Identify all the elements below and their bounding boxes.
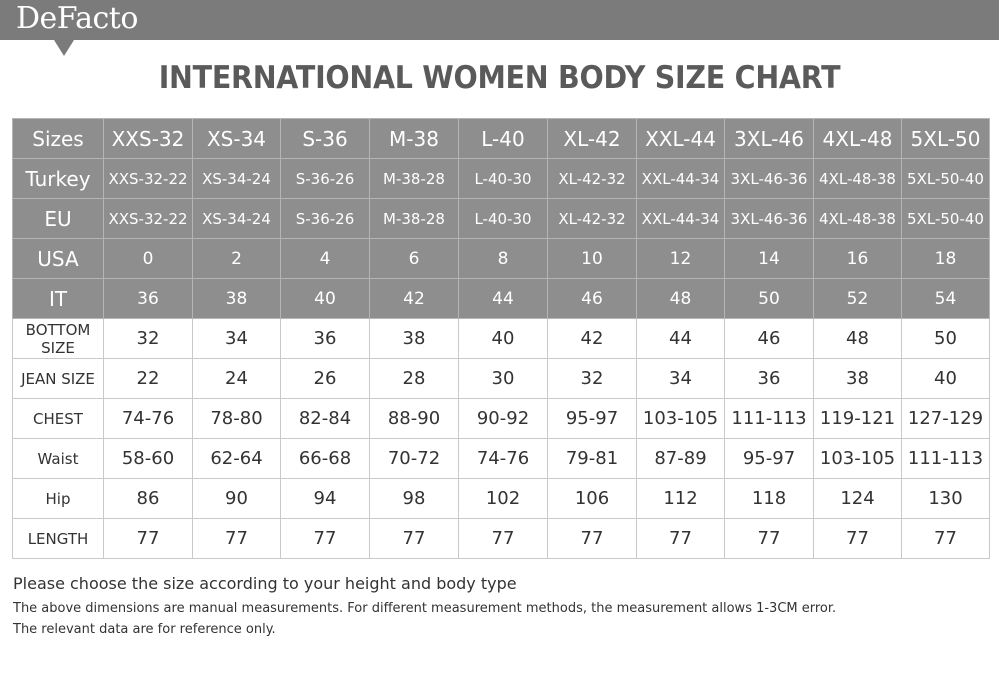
size-header-cell: XXS-32 — [104, 119, 193, 159]
table-cell: 3XL-46-36 — [725, 199, 814, 239]
table-cell: 77 — [193, 519, 281, 559]
table-cell: 38 — [193, 279, 281, 319]
table-cell: 112 — [637, 479, 725, 519]
table-cell: 5XL-50-40 — [902, 199, 990, 239]
table-cell: 95-97 — [548, 399, 637, 439]
header-notch — [54, 40, 74, 56]
row-label: Turkey — [13, 159, 104, 199]
table-cell: 32 — [104, 319, 193, 359]
table-cell: 118 — [725, 479, 814, 519]
table-cell: 127-129 — [902, 399, 990, 439]
table-cell: 4 — [281, 239, 370, 279]
table-cell: 77 — [814, 519, 902, 559]
table-cell: 77 — [370, 519, 459, 559]
table-cell: 94 — [281, 479, 370, 519]
size-header-cell: XS-34 — [193, 119, 281, 159]
table-cell: 77 — [637, 519, 725, 559]
size-header-cell: S-36 — [281, 119, 370, 159]
table-cell: 4XL-48-38 — [814, 199, 902, 239]
table-cell: 34 — [193, 319, 281, 359]
brand-logo: DeFacto — [16, 1, 138, 36]
table-cell: 54 — [902, 279, 990, 319]
table-cell: 50 — [725, 279, 814, 319]
table-cell: 44 — [637, 319, 725, 359]
table-cell: 46 — [548, 279, 637, 319]
row-label: Waist — [13, 439, 104, 479]
table-cell: 36 — [104, 279, 193, 319]
table-cell: 34 — [637, 359, 725, 399]
table-cell: XS-34-24 — [193, 159, 281, 199]
row-label: IT — [13, 279, 104, 319]
row-label: LENGTH — [13, 519, 104, 559]
table-cell: 36 — [725, 359, 814, 399]
size-header-cell: XXL-44 — [637, 119, 725, 159]
row-label: Sizes — [13, 119, 104, 159]
row-label: EU — [13, 199, 104, 239]
size-advice-note: Please choose the size according to your height and body type — [13, 574, 517, 593]
table-cell: 30 — [459, 359, 548, 399]
size-header-cell: XL-42 — [548, 119, 637, 159]
table-cell: 40 — [281, 279, 370, 319]
table-cell: 103-105 — [814, 439, 902, 479]
table-cell: 28 — [370, 359, 459, 399]
size-header-cell: L-40 — [459, 119, 548, 159]
size-header-cell: M-38 — [370, 119, 459, 159]
table-cell: 22 — [104, 359, 193, 399]
measurement-note: The above dimensions are manual measurements. For different measurement methods, the measurement allows 1-3CM error. — [13, 601, 837, 616]
table-cell: 77 — [104, 519, 193, 559]
table-row — [13, 159, 990, 199]
table-cell: 62-64 — [193, 439, 281, 479]
page-title: INTERNATIONAL WOMEN BODY SIZE CHART — [158, 60, 841, 96]
table-cell: 79-81 — [548, 439, 637, 479]
table-cell: XXS-32-22 — [104, 199, 193, 239]
table-cell: L-40-30 — [459, 199, 548, 239]
table-cell: 3XL-46-36 — [725, 159, 814, 199]
table-cell: 44 — [459, 279, 548, 319]
table-cell: 77 — [902, 519, 990, 559]
table-row — [13, 399, 990, 439]
table-cell: 103-105 — [637, 399, 725, 439]
table-cell: S-36-26 — [281, 159, 370, 199]
table-cell: 0 — [104, 239, 193, 279]
table-cell: 6 — [370, 239, 459, 279]
table-cell: 77 — [548, 519, 637, 559]
table-cell: 2 — [193, 239, 281, 279]
table-cell: 70-72 — [370, 439, 459, 479]
table-cell: 18 — [902, 239, 990, 279]
table-cell: 4XL-48-38 — [814, 159, 902, 199]
table-cell: 12 — [637, 239, 725, 279]
table-cell: 40 — [902, 359, 990, 399]
table-cell: 74-76 — [459, 439, 548, 479]
size-header-cell: 5XL-50 — [902, 119, 990, 159]
table-row — [13, 519, 990, 559]
table-cell: 46 — [725, 319, 814, 359]
table-cell: 14 — [725, 239, 814, 279]
table-cell: 82-84 — [281, 399, 370, 439]
table-row — [13, 439, 990, 479]
table-cell: 48 — [814, 319, 902, 359]
brand-header-bar — [0, 0, 999, 40]
table-cell: XS-34-24 — [193, 199, 281, 239]
reference-note: The relevant data are for reference only. — [13, 622, 276, 637]
table-cell: 66-68 — [281, 439, 370, 479]
table-cell: 106 — [548, 479, 637, 519]
table-cell: 52 — [814, 279, 902, 319]
table-cell: 40 — [459, 319, 548, 359]
table-row — [13, 359, 990, 399]
table-cell: 58-60 — [104, 439, 193, 479]
table-cell: 78-80 — [193, 399, 281, 439]
table-cell: 50 — [902, 319, 990, 359]
table-cell: XXL-44-34 — [637, 199, 725, 239]
table-cell: 77 — [725, 519, 814, 559]
table-cell: 74-76 — [104, 399, 193, 439]
table-cell: 111-113 — [902, 439, 990, 479]
table-cell: XL-42-32 — [548, 159, 637, 199]
table-cell: 10 — [548, 239, 637, 279]
table-cell: XXS-32-22 — [104, 159, 193, 199]
table-cell: 38 — [370, 319, 459, 359]
table-row — [13, 279, 990, 319]
table-cell: S-36-26 — [281, 199, 370, 239]
table-cell: 5XL-50-40 — [902, 159, 990, 199]
table-cell: 38 — [814, 359, 902, 399]
table-cell: 130 — [902, 479, 990, 519]
table-cell: 95-97 — [725, 439, 814, 479]
table-row — [13, 479, 990, 519]
table-cell: 32 — [548, 359, 637, 399]
table-cell: 48 — [637, 279, 725, 319]
row-label: JEAN SIZE — [13, 359, 104, 399]
table-cell: 90-92 — [459, 399, 548, 439]
table-cell: 8 — [459, 239, 548, 279]
table-cell: 87-89 — [637, 439, 725, 479]
table-cell: 16 — [814, 239, 902, 279]
size-header-cell: 4XL-48 — [814, 119, 902, 159]
table-cell: M-38-28 — [370, 159, 459, 199]
table-cell: 111-113 — [725, 399, 814, 439]
row-label: CHEST — [13, 399, 104, 439]
table-cell: 77 — [459, 519, 548, 559]
row-label: BOTTOM SIZE — [13, 319, 104, 359]
table-row — [13, 239, 990, 279]
size-header-cell: 3XL-46 — [725, 119, 814, 159]
table-cell: 26 — [281, 359, 370, 399]
table-cell: 88-90 — [370, 399, 459, 439]
table-cell: 98 — [370, 479, 459, 519]
table-cell: 42 — [370, 279, 459, 319]
table-cell: 90 — [193, 479, 281, 519]
table-cell: M-38-28 — [370, 199, 459, 239]
table-cell: 119-121 — [814, 399, 902, 439]
table-cell: 36 — [281, 319, 370, 359]
row-label: USA — [13, 239, 104, 279]
table-cell: 42 — [548, 319, 637, 359]
table-row — [13, 319, 990, 359]
table-cell: L-40-30 — [459, 159, 548, 199]
table-cell: 86 — [104, 479, 193, 519]
row-label: Hip — [13, 479, 104, 519]
table-row — [13, 119, 990, 159]
table-cell: 124 — [814, 479, 902, 519]
table-cell: XL-42-32 — [548, 199, 637, 239]
table-cell: 24 — [193, 359, 281, 399]
table-row — [13, 199, 990, 239]
size-chart-table — [12, 118, 990, 559]
table-cell: 102 — [459, 479, 548, 519]
table-cell: XXL-44-34 — [637, 159, 725, 199]
table-cell: 77 — [281, 519, 370, 559]
